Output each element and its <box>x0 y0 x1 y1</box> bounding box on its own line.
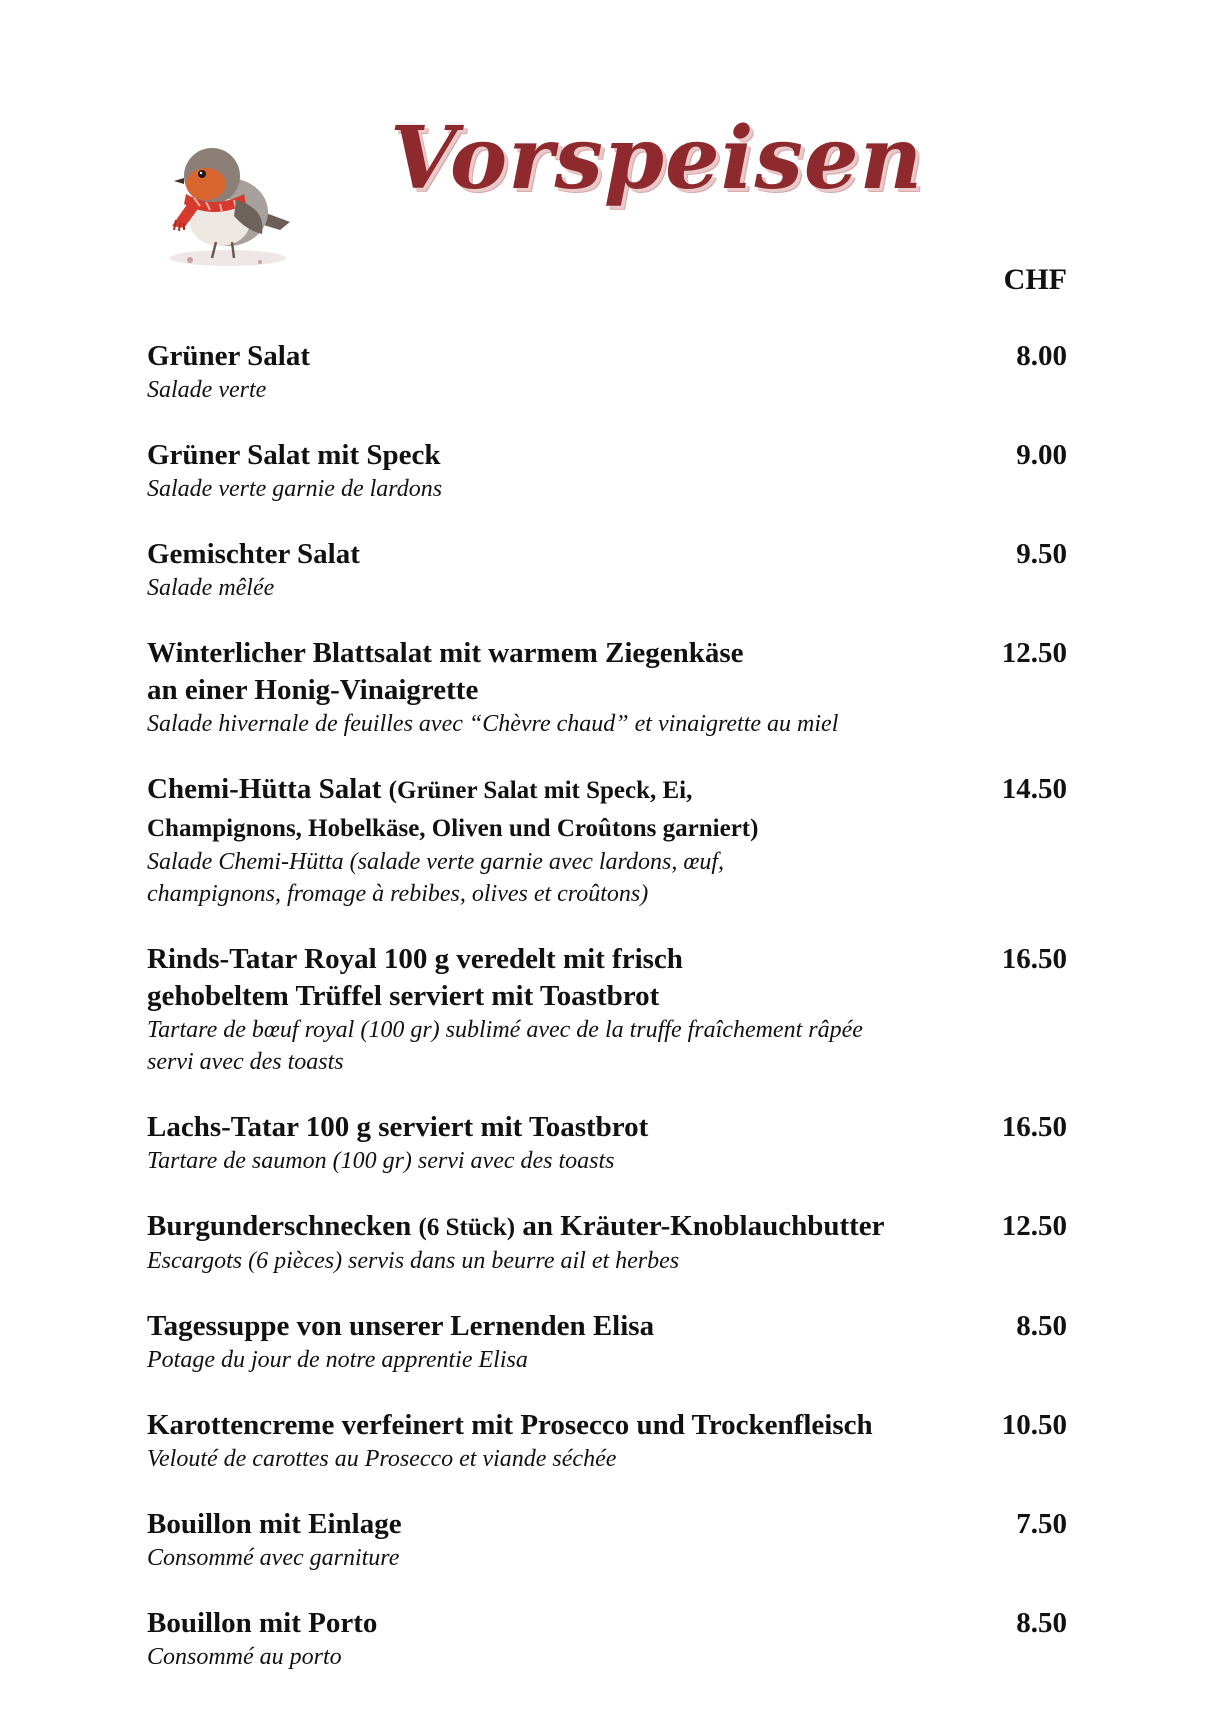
menu-item <box>147 338 1067 407</box>
menu-title: Vorspeisen <box>390 108 924 209</box>
menu-item <box>147 536 1067 605</box>
item-price: 9.50 <box>1016 538 1067 570</box>
item-name-de: Tagessuppe von unserer Lernenden Elisa <box>147 1310 655 1342</box>
item-name-fr: Velouté de carottes au Prosecco et viande séchée <box>147 1446 617 1472</box>
item-name-de-main: Chemi-Hütta Salat <box>147 773 382 805</box>
item-name-de-line2: gehobeltem Trüffel serviert mit Toastbrot <box>147 980 660 1012</box>
item-name-de-qty: (6 Stück) <box>418 1214 516 1241</box>
menu-item <box>147 771 1067 911</box>
item-name-de: Grüner Salat mit Speck <box>147 439 441 471</box>
item-name-fr: Tartare de saumon (100 gr) servi avec des toasts <box>147 1148 615 1174</box>
item-name-de <box>147 771 967 809</box>
item-name-fr-line2: servi avec des toasts <box>147 1049 344 1075</box>
menu-item <box>147 1208 1067 1278</box>
menu-item <box>147 1109 1067 1178</box>
item-price: 12.50 <box>1001 1210 1067 1242</box>
menu-item <box>147 1506 1067 1575</box>
menu-item <box>147 1308 1067 1377</box>
item-price: 8.00 <box>1016 340 1067 372</box>
item-name-fr: Potage du jour de notre apprentie Elisa <box>147 1347 528 1373</box>
item-name-fr: Consommé avec garniture <box>147 1545 400 1571</box>
item-name-fr: Salade verte garnie de lardons <box>147 476 443 502</box>
item-price: 12.50 <box>1001 637 1067 669</box>
item-price: 16.50 <box>1001 943 1067 975</box>
currency-label: CHF <box>1003 263 1067 296</box>
item-name-de: Bouillon mit Einlage <box>147 1508 402 1540</box>
item-name-fr: Consommé au porto <box>147 1644 342 1670</box>
item-name-de-pre: Burgunderschnecken <box>147 1210 412 1242</box>
item-price: 9.00 <box>1016 439 1067 471</box>
menu-item <box>147 1407 1067 1476</box>
menu-item <box>147 635 1067 741</box>
item-name-de: Lachs-Tatar 100 g serviert mit Toastbrot <box>147 1111 649 1143</box>
item-name-fr: Salade verte <box>147 377 267 403</box>
item-name-de <box>147 1208 977 1246</box>
item-price: 14.50 <box>1001 773 1067 805</box>
item-name-de: Winterlicher Blattsalat mit warmem Ziegenkäse <box>147 637 744 669</box>
item-price: 10.50 <box>1001 1409 1067 1441</box>
item-name-de: Grüner Salat <box>147 340 310 372</box>
menu-item <box>147 1605 1067 1674</box>
menu-header <box>0 0 1222 296</box>
menu-item <box>147 941 1067 1079</box>
item-name-de-line2 <box>147 809 967 847</box>
item-name-de-detail: (Grüner Salat mit Speck, Ei, <box>388 777 693 804</box>
robin-bird-icon <box>150 130 300 280</box>
menu-list <box>147 338 1067 1704</box>
item-name-de: Bouillon mit Porto <box>147 1607 378 1639</box>
item-price: 8.50 <box>1016 1310 1067 1342</box>
item-name-fr: Escargots (6 pièces) servis dans un beurre ail et herbes <box>147 1248 680 1274</box>
item-price: 8.50 <box>1016 1607 1067 1639</box>
item-name-de-post: an Kräuter-Knoblauchbutter <box>522 1210 885 1242</box>
item-name-de: Karottencreme verfeinert mit Prosecco und Trockenfleisch <box>147 1409 873 1441</box>
item-name-de-line2: an einer Honig-Vinaigrette <box>147 674 479 706</box>
item-price: 7.50 <box>1016 1508 1067 1540</box>
item-name-fr: Salade mêlée <box>147 575 275 601</box>
item-name-fr: Salade hivernale de feuilles avec “Chèvre chaud” et vinaigrette au miel <box>147 711 839 737</box>
item-name-fr: Tartare de bœuf royal (100 gr) sublimé avec de la truffe fraîchement râpée <box>147 1017 863 1043</box>
item-price: 16.50 <box>1001 1111 1067 1143</box>
item-name-de: Rinds-Tatar Royal 100 g veredelt mit frisch <box>147 943 683 975</box>
menu-item <box>147 437 1067 506</box>
item-name-fr: Salade Chemi-Hütta (salade verte garnie avec lardons, œuf, <box>147 849 725 875</box>
item-name-de: Gemischter Salat <box>147 538 360 570</box>
item-name-fr-line2: champignons, fromage à rebibes, olives et croûtons) <box>147 881 649 907</box>
item-name-de-detail-line2: Champignons, Hobelkäse, Oliven und Croûtons garniert) <box>147 815 759 842</box>
